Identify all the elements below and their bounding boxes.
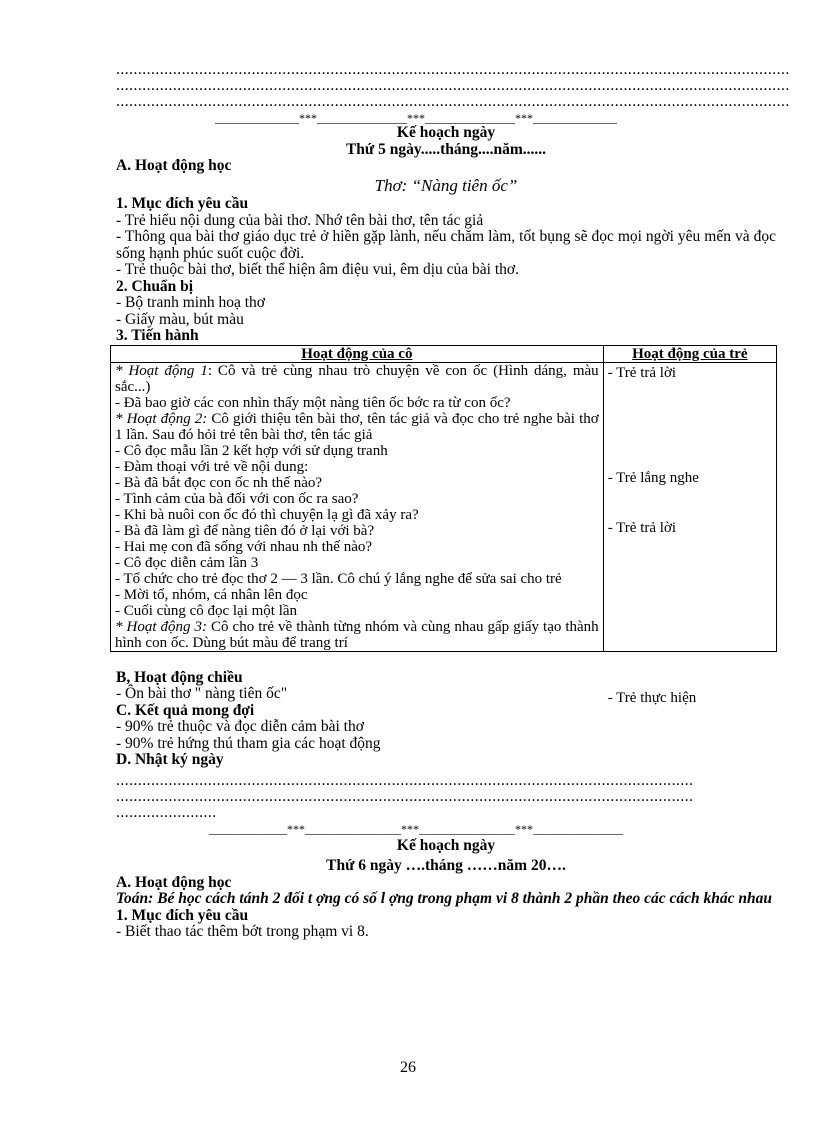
day5-date: Thứ 5 ngày.....tháng....năm...... <box>345 140 547 158</box>
goal-line: - Trẻ thuộc bài thơ, biết thể hiện âm điệu vui, êm dịu của bài thơ. <box>116 261 519 278</box>
activity-line: - Đàm thoại với trẻ về nội dung: <box>115 458 309 475</box>
activity-line: - Đã bao giờ các con nhìn thấy một nàng tiên ốc bớc ra từ con ốc? <box>115 394 511 411</box>
day6-goal-line: - Biết thao tác thêm bớt trong phạm vi 8. <box>116 923 369 940</box>
activity-line: - Bà đã bắt đọc con ốc nh thế nào? <box>115 474 323 491</box>
prep-line: - Giấy màu, bút màu <box>116 310 244 328</box>
goal-line: - Thông qua bài thơ giáo dục trẻ ở hiền gặp lành, nếu chăm làm, tốt bụng sẽ đọc mọi ngời yêu mến và đọc sống hạnh phúc suốt cuộc đời. <box>116 228 776 262</box>
section-d: D. Nhật ký ngày <box>116 751 224 768</box>
child-response: - Trẻ trả lời <box>607 519 677 536</box>
activity-1: * Hoạt động 1: Cô và trẻ cùng nhau trò chuyện về con ốc (Hình dáng, màu sắc...) <box>115 362 599 395</box>
dotted-line: .......................................................................................................................................................... <box>116 93 790 110</box>
activity-line: - Tình cảm của bà đối với con ốc ra sao? <box>115 490 359 507</box>
activity-line: - Khi bà nuôi con ốc đó thì chuyện lạ gì đã xảy ra? <box>115 506 419 523</box>
activity-line: - Mời tổ, nhóm, cá nhân lên đọc <box>115 586 308 603</box>
prep-line: - Bộ tranh minh hoạ thơ <box>116 294 265 311</box>
teacher-activities <box>111 362 604 651</box>
activity-3: * Hoạt động 3: Cô cho trẻ về thành từng nhóm và cùng nhau gấp giấy tạo thành hình con ốc. Dùng bút màu để trang trí <box>115 618 599 651</box>
dotted-line: .......................................................................................................................................................... <box>116 61 790 78</box>
child-response: - Trẻ trả lời <box>607 364 677 381</box>
section-c-line: - 90% trẻ thuộc và đọc diễn cảm bài thơ <box>116 718 364 735</box>
dotted-line: .................................................................................................................................... <box>116 787 694 805</box>
day6-section-a: A. Hoạt động học <box>116 873 232 891</box>
table-row <box>111 362 777 651</box>
separator: _____________***________________***________________***_______________ <box>209 821 623 836</box>
day6-goal-heading: 1. Mục đích yêu cầu <box>116 906 249 924</box>
poem-title: Thơ: “Nàng tiên ốc” <box>374 175 518 195</box>
activity-line: - Hai mẹ con đã sống với nhau nh thế nào? <box>115 538 373 555</box>
goal-line: - Trẻ hiểu nội dung của bài thơ. Nhớ tên bài thơ, tên tác giả <box>116 211 484 229</box>
dotted-line: .................................................................................................................................... <box>116 771 694 789</box>
day5-section-a: A. Hoạt động học <box>116 157 232 174</box>
dotted-line: ....................... <box>116 803 217 821</box>
page-number: 26 <box>400 1059 416 1076</box>
proc-heading: 3. Tiến hành <box>116 327 199 344</box>
activity-line: - Cuối cùng cô đọc lại một lần <box>115 602 298 619</box>
child-response: - Trẻ thực hiện <box>607 689 697 706</box>
prep-heading: 2. Chuẩn bị <box>116 277 194 295</box>
section-c-line: - 90% trẻ hứng thú tham gia các hoạt động <box>116 734 381 752</box>
section-c: C. Kết quả mong đợi <box>116 701 255 719</box>
day6-title: Kế hoạch ngày <box>396 836 496 854</box>
dotted-line: .......................................................................................................................................................... <box>116 77 790 94</box>
document-page <box>115 61 790 941</box>
day5-title: Kế hoạch ngày <box>396 124 496 141</box>
section-b: B, Hoạt động chiều <box>116 668 243 686</box>
child-response: - Trẻ lắng nghe <box>607 469 699 486</box>
activity-line: - Cô đọc diễn cảm lần 3 <box>115 554 259 571</box>
teacher-column-header: Hoạt động của cô <box>111 345 604 362</box>
separator: ______________***_______________***_______________***______________ <box>215 111 617 125</box>
day6-date: Thứ 6 ngày ….tháng ……năm 20…. <box>326 857 566 874</box>
goal-heading: 1. Mục đích yêu cầu <box>116 195 249 212</box>
activity-line: - Bà đã làm gì để nàng tiên đó ở lại với bà? <box>115 522 375 539</box>
activity-line: - Tổ chức cho trẻ đọc thơ 2 — 3 lần. Cô chú ý lắng nghe để sửa sai cho trẻ <box>115 570 562 587</box>
activity-line: - Cô đọc mẫu lần 2 kết hợp với sử dụng tranh <box>115 442 388 459</box>
section-b-line: - Ôn bài thơ " nàng tiên ốc" <box>116 685 288 702</box>
child-column-header: Hoạt động của trẻ <box>603 345 776 362</box>
child-activities <box>603 362 776 706</box>
math-title: Toán: Bé học cách tánh 2 đối t ợng có số l ợng trong phạm vi 8 thành 2 phần theo các cách khác nhau <box>116 890 772 907</box>
activity-2: * Hoạt động 2: Cô giới thiệu tên bài thơ, tên tác giả và đọc cho trẻ nghe bài thơ 1 lần. Sau đó hỏi trẻ tên bài thơ, tên tác giả <box>115 410 599 443</box>
table-header-row <box>111 345 777 362</box>
